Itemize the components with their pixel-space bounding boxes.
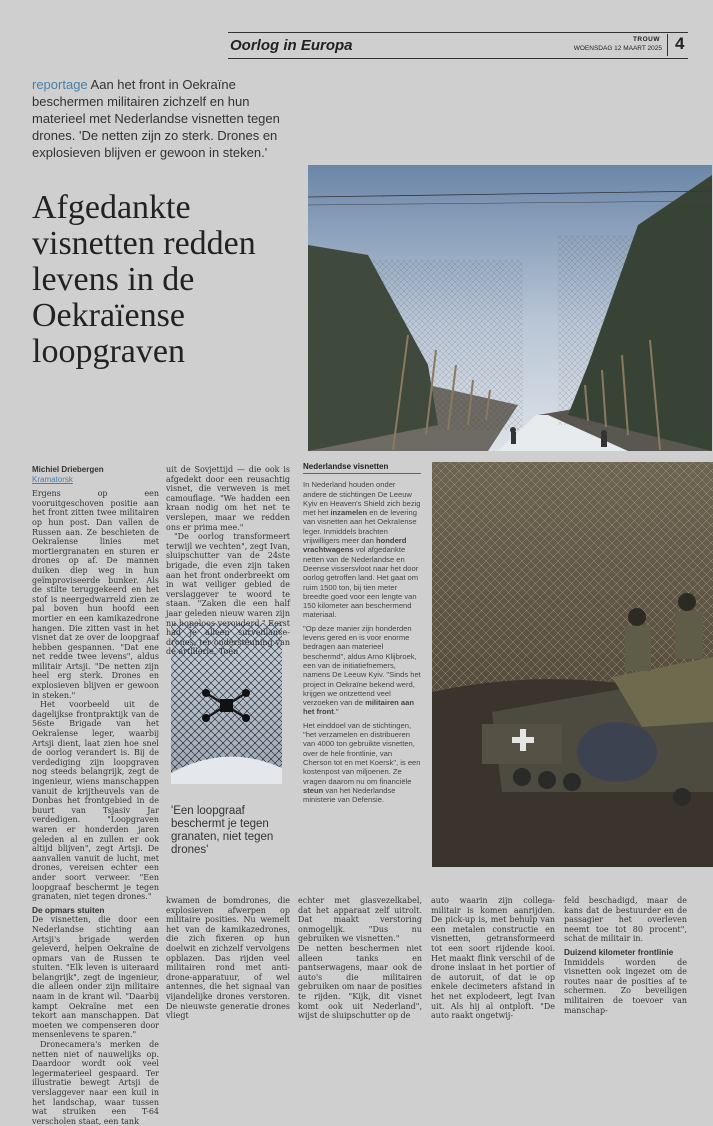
header-rule-top	[228, 32, 688, 33]
text-run: steun	[303, 785, 324, 795]
paragraph: Het voorbeeld uit de dagelijkse frontpraktijk van de 56ste Brigade van het Oekraïense leger, waarbij Artsji dient, laat zien hoe snel de oorlog verandert is. Bij de verdediging zijn loopgraven nog steeds belangrijk, zegt de ingenieur, wiens manschappen vanuit de krijtheuvels van de Donbas het frontgebied in de buurt van Tsjasiv Jar verdedigen. "Loopgraven waren er honderden jaren geleden al en zullen er ook altijd blijven", zegt Artsji. De aanvallen vanuit de lucht, met drones, vereisen echter een ander soort verweer. "Een loopgraaf beschermt je tegen granaten, niet tegen drones."	[32, 700, 159, 902]
paragraph: kwamen de bomdrones, die explosieven afwerpen op militaire posities. Nu wemelt het van de kamikazedrones, die zich fixeren op hun doelwit en zichzelf vervolgens opblazen. Das rijden veel militairen rond met anti-drone-apparatuur, of wel antennes, die het signaal van vijandelijke drones verstoren. De nieuwste generatie drones vliegt	[166, 896, 290, 1021]
header-rule-bottom	[228, 58, 688, 59]
text-run: "Op deze manier zijn honderden levens gered en is voor enorme bedragen aan materieel beschermd", aldus Arno Klijbroek, een van de initiatiefnemers, namens De Leeuw Kyiv. "Sinds het project in Oekraïne bekend werd, krijgen we ontzettend veel verzoeken van de	[303, 623, 421, 708]
page-number: 4	[675, 34, 685, 53]
article-column-2	[166, 465, 290, 657]
paragraph: Dronecamera's merken de netten niet of nauwelijks op. Daardoor wordt ook veel legermaterieel gespaard. Ter illustratie bewegt Artsji de verslaggever naar een kuil in het landschap, waar tussen wat struiken een T-64 verscholen staat, een tank	[32, 1040, 159, 1126]
byline-place: Kramatorsk	[32, 474, 73, 484]
paragraph: Inmiddels worden de visnetten ook ingezet om de routes naar de posities af te schermen. Zo beveiligen militairen de toevoer van manschap-	[564, 957, 687, 1015]
pull-quote: 'Een loopgraaf beschermt je tegen granaten, niet tegen drones'	[171, 805, 274, 856]
article-lead	[32, 76, 302, 161]
section-title: Oorlog in Europa	[230, 37, 353, 54]
paragraph: Ergens op een vooruitgeschoven positie aan het front zitten twee militairen op hun post. Dan vallen de Russen aan. Ze beschieten de Oekraïense linies met mortiergranaten en sturen er drones op af. De mannen duiken diep weg in hun geïmproviseerde bunker. Als de stilte teruggekeerd en het stof is neergedwarreld zien ze pal boven hun hoofd een mortier en een kamikazedrone hangen. Die zitten vast in het visnet dat ze over de loopgraaf hebben gespannen. "Dat ene net redde twee levens", aldus militair Artsji. "De netten zijn heel erg sterk. Drones en explosieven blijven er gewoon in steken."	[32, 489, 159, 700]
article-column-4-bottom: auto waarin zijn collega-militair is komen aanrijden. De pick-up is, met behulp van een metalen constructie en visnetten, getransformeerd tot een soort rijdende kooi. Het maakt flink verschil of de drone inslaat in het portier of de autoruit, of dat ie op enkele decimeters afstand in het net explodeert, legt Ivan uit. Als hij al ontploft. "De auto raakt ongetwij-	[431, 896, 555, 1021]
lead-kicker: reportage	[32, 77, 88, 92]
byline-author: Michiel Driebergen	[32, 465, 104, 474]
headline: Afgedankte visnetten redden levens in de Oekraïense loopgraven	[32, 189, 256, 370]
subheading: Duizend kilometer frontlinie	[564, 946, 674, 957]
article-column-1	[32, 465, 159, 1126]
text-run: vol afgedankte netten van de Nederlandse en Deense vissersvloot naar het door oorlog getroffen land. Het gaat om ruim 1500 ton, bij tien meter breedte goed voor een lengte van 150 kilometer aan beschermend materiaal.	[303, 545, 419, 620]
infobox-nederlandse-visnetten	[303, 462, 421, 808]
paragraph: feld beschadigd, maar de kans dat de bestuurder en de passagier het overleven neemt toe tot 80 procent", schat de militair in.	[564, 896, 687, 944]
text-run: van het Nederlandse ministerie van Defensie.	[303, 785, 396, 805]
paragraph: "De oorlog transformeert terwijl we vechten", zegt Ivan, sluipschutter van de 24ste brigade, die even zijn taken aan het front onderbreekt om in wat veiliger gebied de verslaggever te woord te staan. "Zaken die een half jaar geleden nieuw waren zijn nu hopeloos verouderd." Eerst had je alleen surveillance-drones, ter ondersteuning van de artillerie. Toen	[166, 532, 290, 657]
photo-tank-under-net	[432, 462, 713, 867]
infobox-paragraph	[303, 721, 421, 805]
article-column-3-bottom: echter met glasvezelkabel, dat het apparaat zelf uitrolt. Dat maakt verstoring onmogelijk. "Dus nu gebruiken we visnetten." De netten beschermen niet alleen tanks en pantserwagens, maar ook de auto's die militairen gebruiken om naar de posities te rijden. "Kijk, dit visnet komt ook uit Nederland", wijst de sluipschutter op de	[298, 896, 422, 1021]
infobox-paragraph	[303, 624, 421, 717]
text-run: ."	[333, 707, 339, 717]
text-run: inzamelen	[330, 508, 368, 518]
infobox-title: Nederlandse visnetten	[303, 462, 421, 474]
text-run: Het einddoel van de stichtingen, "het verzamelen en distribueren van 4000 ton gebruikte visnetten, over de hele frontlinie, van Cherson tot en met Koersk", is een kostenpost van miljoenen. Ze vragen daarom nu om financiële	[303, 720, 421, 786]
lead-text: Aan het front in Oekraïne beschermen militairen zichzelf en hun materieel met Nederlandse visnetten tegen drones. 'De netten zijn zo sterk. Drones en explosieven blijven er gewoon in steken.'	[32, 77, 280, 160]
photo-forest-road-nets	[308, 165, 712, 451]
article-column-2-bottom	[166, 896, 290, 1021]
paragraph: uit de Sovjettijd — die ook is afgedekt door een reusachtig visnet, die verweven is met camouflage. "We hadden een kraan nodig om het net te verslepen, maar we redden ons er prima mee."	[166, 465, 290, 532]
subheading: De opmars stuiten	[32, 904, 105, 915]
header-divider	[667, 34, 668, 56]
text-run: militairen aan het front	[303, 698, 415, 717]
issue-date: WOENSDAG 12 MAART 2025	[573, 45, 662, 52]
text-run: honderd vrachtwagens	[303, 536, 407, 555]
paragraph: De visnetten, die door een Nederlandse stichting aan Artsji's brigade werden geleverd, helpen Oekraïne de opmars van de Russen te stuiten. "Elk leven is uiteraard belangrijk", zegt de ingenieur, die alleen onder zijn militaire naam in de krant wil. "Daarbij kampt Oekraïne met een tekort aan manschappen. Dat moeten we compenseren door mensenlevens te sparen."	[32, 915, 159, 1040]
infobox-paragraph	[303, 480, 421, 619]
article-column-5-bottom	[564, 896, 687, 1015]
newspaper-name: TROUW	[632, 36, 660, 43]
text-run: In Nederland houden onder andere de stichtingen De Leeuw Kyiv en Heaven's Shield zich bezig met het	[303, 480, 421, 518]
text-run: en de levering van visnetten aan het Oekraïense leger. Inmiddels brachten vrijwilligers meer dan	[303, 508, 417, 546]
